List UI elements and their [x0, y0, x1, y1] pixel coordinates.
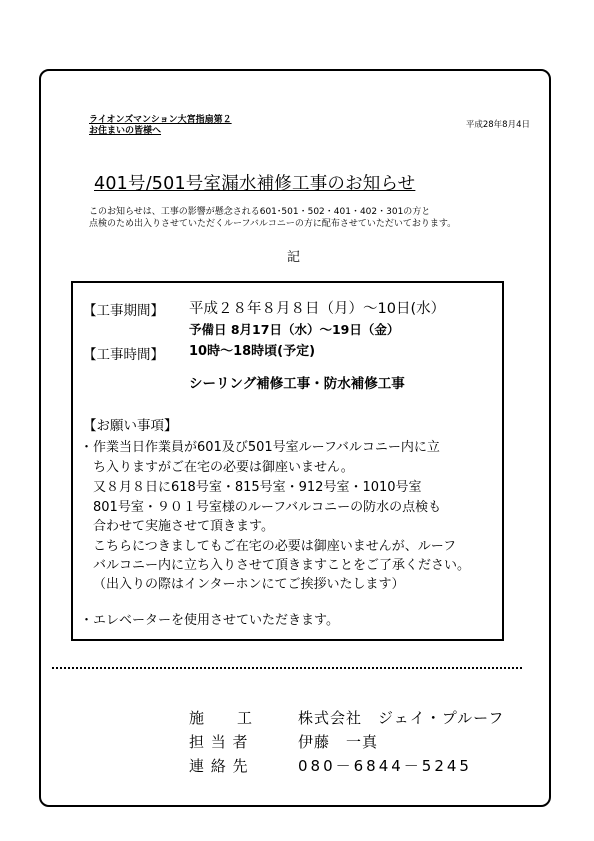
contractor-value: 株式会社 ジェイ・プルーフ: [298, 709, 505, 727]
addressee-building: ライオンズマンション大宮指扇第２: [89, 115, 232, 125]
intro-line-1: このお知らせは、工事の影響が懸念される601･501・502・401・402・301の方と: [89, 207, 431, 217]
request-2: エレベーターを使用させていただきます。: [93, 613, 339, 628]
request-1-line-5: 合わせて実施させて頂きます。: [93, 519, 274, 534]
contact-phone[interactable]: 080－6844－5245: [298, 757, 472, 775]
request-1-line-7: バルコニー内に立ち入りさせて頂きますことをご了承ください。: [93, 558, 471, 573]
notice-date: 平成28年8月4日: [465, 120, 530, 130]
request-1-line-8: （出入りの際はインターホンにてご挨拶いたします）: [93, 577, 405, 592]
bullet-2: ・: [80, 613, 94, 628]
request-1-line-6: こちらにつきましてもご在宅の必要は御座いませんが、ルーフ: [93, 539, 457, 554]
period-value: 平成２８年８月８日（月）～10日(水）: [189, 301, 446, 317]
contractor-label: 施 工: [189, 709, 254, 727]
manager-label: 担 当 者: [189, 733, 249, 751]
period-label: 【工事期間】: [83, 303, 164, 319]
manager-value: 伊藤 一真: [298, 733, 379, 751]
request-1-line-2: ち入りますがご在宅の必要は御座いません。: [93, 460, 354, 475]
bullet-1: ・: [80, 440, 94, 455]
request-1-line-3: 又８月８日に618号室・815号室・912号室・1010号室: [93, 480, 422, 495]
work-type: シーリング補修工事・防水補修工事: [189, 376, 405, 392]
dotted-separator: [52, 667, 522, 669]
request-1-line-1: 作業当日作業員が601及び501号室ルーフバルコニー内に立: [93, 440, 440, 455]
hours-label: 【工事時間】: [83, 347, 164, 363]
request-1-line-4: 801号室・９０１号室様のルーフバルコニーの防水の点検も: [93, 500, 442, 515]
addressee-residents: お住まいの皆様へ: [89, 126, 162, 136]
ki-heading: 記: [287, 250, 301, 265]
intro-line-2: 点検のため出入りさせていただくルーフバルコニーの方に配布させていただいております。: [89, 219, 457, 229]
hours-value: 10時～18時頃(予定): [189, 344, 316, 359]
notice-title: 401号/501号室漏水補修工事のお知らせ: [94, 174, 416, 194]
request-heading: 【お願い事項】: [83, 418, 178, 434]
contact-label: 連 絡 先: [189, 757, 249, 775]
reserve-day: 予備日 8月17日（水）～19日（金）: [189, 322, 400, 337]
